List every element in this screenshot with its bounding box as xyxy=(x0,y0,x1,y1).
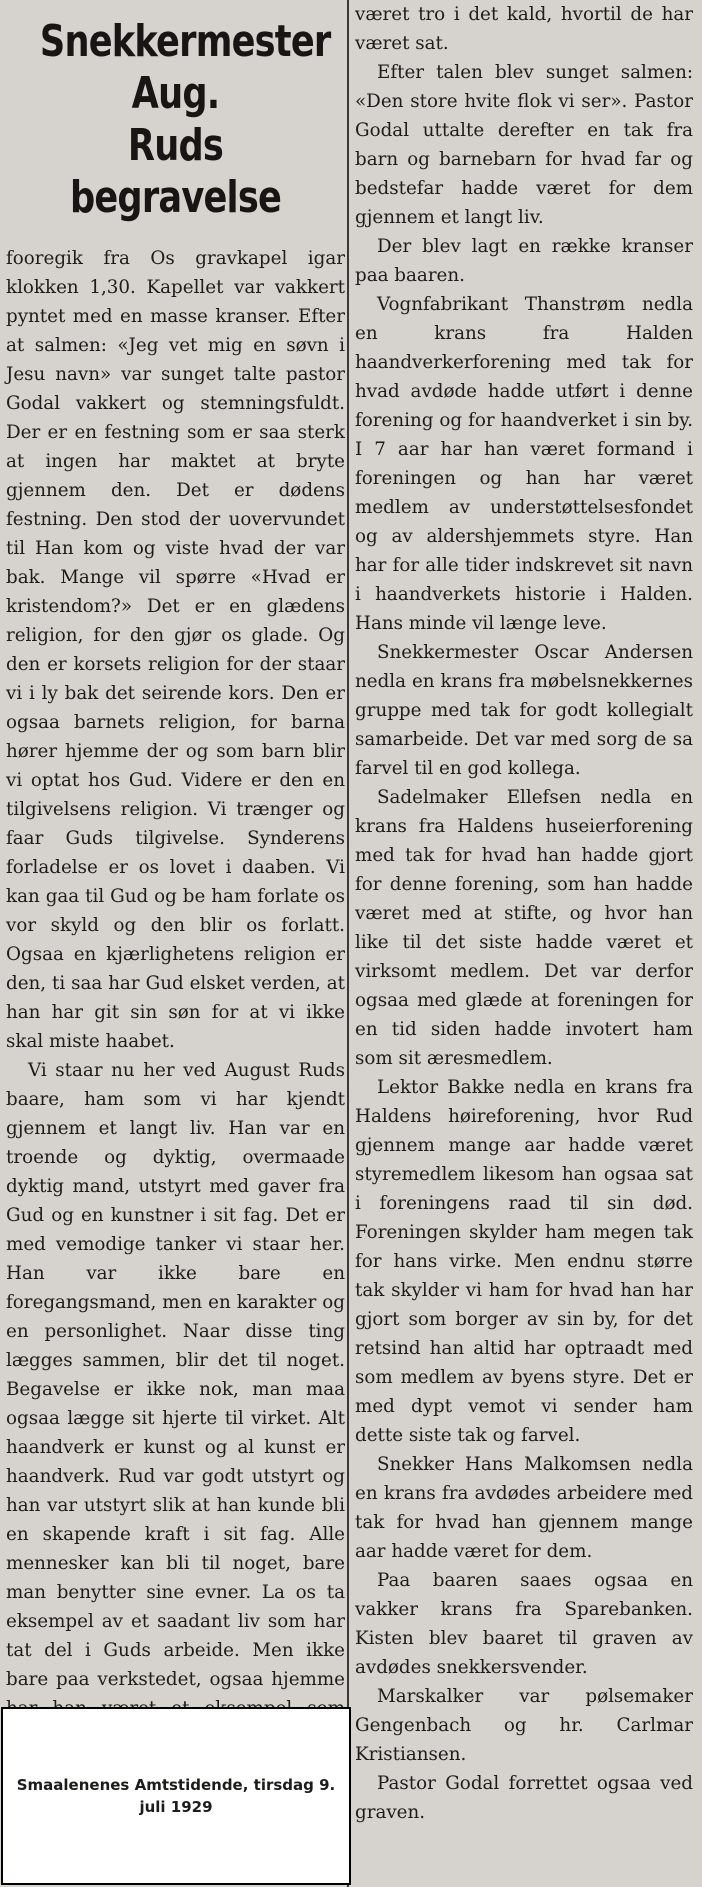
source-caption: Smaalenenes Amtstidende, tirsdag 9. juli 1929 xyxy=(16,1776,336,1816)
headline xyxy=(39,16,331,224)
article-paragraph: Snekker Hans Malkomsen nedla en krans fra avdødes arbeidere med tak for hvad han gjennem mange aar hadde været for dem. xyxy=(355,1454,693,1562)
article-paragraph: Pastor Godal forrettet ogsaa ved graven. xyxy=(355,1773,693,1823)
right-column xyxy=(355,0,693,1827)
headline-line-2: Ruds begravelse xyxy=(69,120,282,223)
article-paragraph: Sadelmaker Ellefsen nedla en krans fra Haldens huseierforening med tak for hvad han hadde gjort for denne forening, som han hadde været med at stifte, og hvor han like til det siste hadde været et virksomt medlem. Det var derfor ogsaa med glæde at foreningen for en tid siden hadde invotert ham som sit æresmedlem. xyxy=(355,787,693,1069)
article-paragraph: været tro i det kald, hvortil de har været sat. xyxy=(355,4,693,54)
article-paragraph: Efter talen blev sunget salmen: «Den store hvite flok vi ser». Pastor Godal uttalte derefter en tak fra barn og barnebarn for hvad far og bedstefar hadde været for dem gjennem et langt liv. xyxy=(355,62,693,228)
article-paragraph: Marskalker var pølsemaker Gengenbach og hr. Carlmar Kristiansen. xyxy=(355,1686,693,1765)
headline-line-1: Snekkermester Aug. xyxy=(39,16,331,119)
article-paragraph: fooregik fra Os gravkapel igar klokken 1,30. Kapellet var vakkert pyntet med en masse kranser. Efter at salmen: «Jeg vet mig en søvn i Jesu navn» var sunget talte pastor Godal vakkert og stemningsfuldt. Der er en festning som er saa sterk at ingen har maktet at bryte gjennem den. Det er dødens festning. Den stod der uovervundet til Han kom og viste hvad der var bak. Mange vil spørre «Hvad er kristendom?» Det er en glædens religion, for den gjør os glade. Og den er korsets religion for der staar vi i ly bak det seirende kors. Den er ogsaa barnets religion, for barna hører hjemme der og som barn blir vi optat hos Gud. Videre er den en tilgivelsens religion. Vi trænger og faar Guds tilgivelse. Synderens forladelse er os lovet i daaben. Vi kan gaa til Gud og be ham forlate os vor skyld og den blir os forlatt. Ogsaa en kjærlighetens religion er den, ti saa har Gud elsket verden, at han har git sin søn for at vi ikke skal miste haabet. xyxy=(6,248,345,1052)
article-paragraph: Lektor Bakke nedla en krans fra Haldens høireforening, hvor Rud gjennem mange aar hadde været styremedlem likesom han ogsaa sat i foreningens raad til sin død. Foreningen skylder ham megen tak for hans virke. Men endnu større tak skylder vi ham for hvad han har gjort som borger av sin by, for det retsind han altid har optraadt med som medlem av byens styre. Det er med dypt vemot vi sender ham dette siste tak og farvel. xyxy=(355,1077,693,1446)
source-caption-box xyxy=(1,1707,351,1885)
article-paragraph: Vi staar nu her ved August Ruds baare, ham som vi har kjendt gjennem et langt liv. Han var en troende og dyktig, overmaade dyktig mand, utstyrt med gaver fra Gud og en kunstner i sit fag. Det er med vemodige tanker vi staar her. Han var ikke bare en foregangsmand, men en karakter og en personlighet. Naar disse ting lægges sammen, blir det til noget. Begavelse er ikke nok, man maa ogsaa lægge sit hjerte til virket. Alt haandverk er kunst og al kunst er haandverk. Rud var godt utstyrt og han var utstyrt slik at han kunde bli en skapende kraft i sit fag. Alle mennesker kan bli til noget, bare man benytter sine evner. La os ta eksempel av et saadant liv som har tat del i Guds arbeide. Men ikke bare paa verkstedet, ogsaa hjemme xyxy=(6,1060,345,1690)
article-paragraph: Vognfabrikant Thanstrøm nedla en krans fra Halden haandverkerforening med tak for hvad avdøde hadde utført i denne forening og for haandverket i sin by. I 7 aar har han været formand i foreningen og han har været medlem av understøttelsesfondet og av aldershjemmets styre. Han har for alle tider indskrevet sit navn i haandverkets historie i Halden. Hans minde vil længe leve. xyxy=(355,294,693,634)
column-divider xyxy=(347,0,349,1887)
article-paragraph: Snekkermester Oscar Andersen nedla en krans fra møbelsnekkernes gruppe med tak for godt kollegialt samarbeide. Det var med sorg de sa farvel til en god kollega. xyxy=(355,642,693,779)
article-paragraph: Paa baaren saaes ogsaa en vakker krans fra Sparebanken. Kisten blev baaret til graven av avdødes snekkersvender. xyxy=(355,1570,693,1678)
left-column xyxy=(6,0,345,1781)
article-paragraph: Der blev lagt en række kranser paa baaren. xyxy=(355,236,693,286)
